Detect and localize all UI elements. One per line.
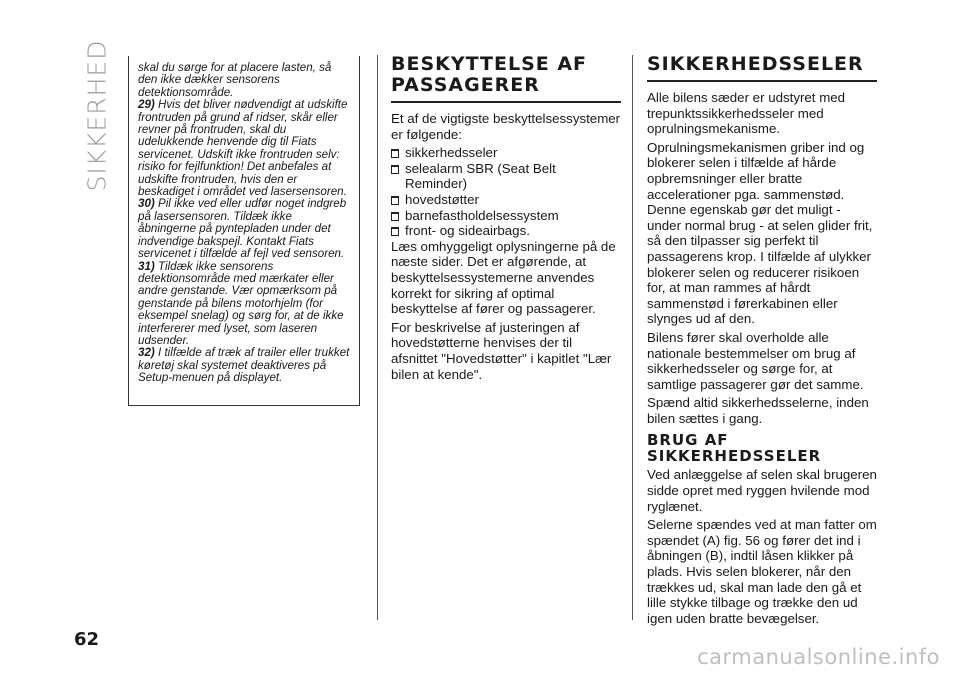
list-item: hovedstøtter [391, 192, 621, 208]
protection-systems-list [391, 145, 621, 239]
paragraph: Spænd altid sikkerhedsselerne, inden bilen sættes i gang. [647, 395, 869, 426]
warning-note: 30) Pil ikke ved eller udfør noget indgreb på lasersensoren. Tildæk ikke åbningerne på pyntepladen under det indvendige bakspejl. Kontakt Fiats servicenet i tilfælde af fejl ved sensoren. [138, 197, 347, 261]
seat-belts-column [647, 54, 877, 629]
paragraph: Ved anlæggelse af selen skal brugeren sidde opret med ryggen hvilende mod ryglænet. [647, 467, 877, 514]
warning-note: skal du sørge for at placere lasten, så den ikke dækker sensorens detektionsområde. [138, 61, 332, 99]
checkbox-bullet-icon [391, 196, 399, 205]
warning-note: 31) Tildæk ikke sensorens detektionsområde med mærkater eller andre genstande. Vær opmærksom på genstande på bilens motorhjelm (for eksempel snelag) og sørg for, at de ikke interfererer med lyset, som laseren udsender. [138, 259, 344, 347]
checkbox-bullet-icon [391, 227, 399, 236]
list-item: front- og sideairbags. [391, 223, 621, 239]
section-tab-label: SIKKERHED [82, 38, 112, 192]
checkbox-bullet-icon [391, 165, 399, 174]
paragraph: Bilens fører skal overholde alle nationale bestemmelser om brug af sikkerhedsseler og sørge for, at samtlige passagerer gør det samme. [647, 329, 864, 392]
paragraph: Oprulningsmekanismen griber ind og blokerer selen i tilfælde af hårde opbremsninger eller bratte accelerationer pga. sammenstød. Denne egenskab gør det muligt - under normal brug - at selen glider frit, så den tilpasser sig perfekt til passagerens krop. I tilfælde af ulykker blokerer selen og reducerer risikoen for, at man rammes af hårdt sammenstød i førerkabinen eller slynges ud af den. [647, 139, 873, 327]
warning-note: 29) Hvis det bliver nødvendigt at udskifte frontruden på grund af ridser, skår eller revner på frontruden, skal du udelukkende henvende dig til Fiats servicenet. Udskift ikke frontruden selv: risiko for fejlfunktion! Det anbefales at udskifte frontruden, hvis den er beskadiget i området ved lasersensoren. [138, 98, 348, 199]
column-divider [377, 55, 378, 620]
subsection-heading: BRUG AF SIKKERHEDSSELER [647, 431, 822, 466]
passenger-protection-column [391, 54, 621, 385]
paragraph: For beskrivelse af justeringen af hovedstøtterne henvises der til afsnittet "Hovedstøtter" i kapitlet "Lær bilen at kende". [391, 319, 612, 382]
section-tab [82, 38, 112, 192]
section-heading: SIKKERHEDSSELER [647, 54, 877, 82]
page-number: 62 [74, 629, 100, 650]
checkbox-bullet-icon [391, 149, 399, 158]
paragraph: Selerne spændes ved at man fatter om spændet (A) fig. 56 og fører det ind i åbningen (B), indtil låsen klikker på plads. Hvis selen blokerer, når den trækkes ud, skal man lade den gå et lille stykke tilbage og trække den ud igen uden bratte bevægelser. [647, 517, 877, 626]
intro-text: Et af de vigtigste beskyttelsessystemer er følgende: [391, 111, 621, 142]
section-heading: BESKYTTELSE AF PASSAGERER [391, 54, 621, 103]
watermark: carmanualsonline.info [697, 645, 940, 669]
list-item: selealarm SBR (Seat Belt Reminder) [391, 161, 621, 192]
paragraph: Læs omhyggeligt oplysningerne på de næste sider. Det er afgørende, at beskyttelsessystemerne anvendes korrekt for sikring af optimal beskyttelse af fører og passagerer. [391, 238, 616, 317]
checkbox-bullet-icon [391, 212, 399, 221]
list-item: sikkerhedsseler [391, 145, 621, 161]
list-item: barnefastholdelsessystem [391, 208, 621, 224]
paragraph: Alle bilens sæder er udstyret med trepunktssikkerhedsseler med oprulningsmekanisme. [647, 90, 846, 137]
warning-note: 32) I tilfælde af træk af trailer eller trukket køretøj skal systemet deaktiveres på Setup-menuen på displayet. [138, 346, 350, 385]
warning-notes-box [128, 56, 360, 406]
column-divider [632, 55, 633, 620]
